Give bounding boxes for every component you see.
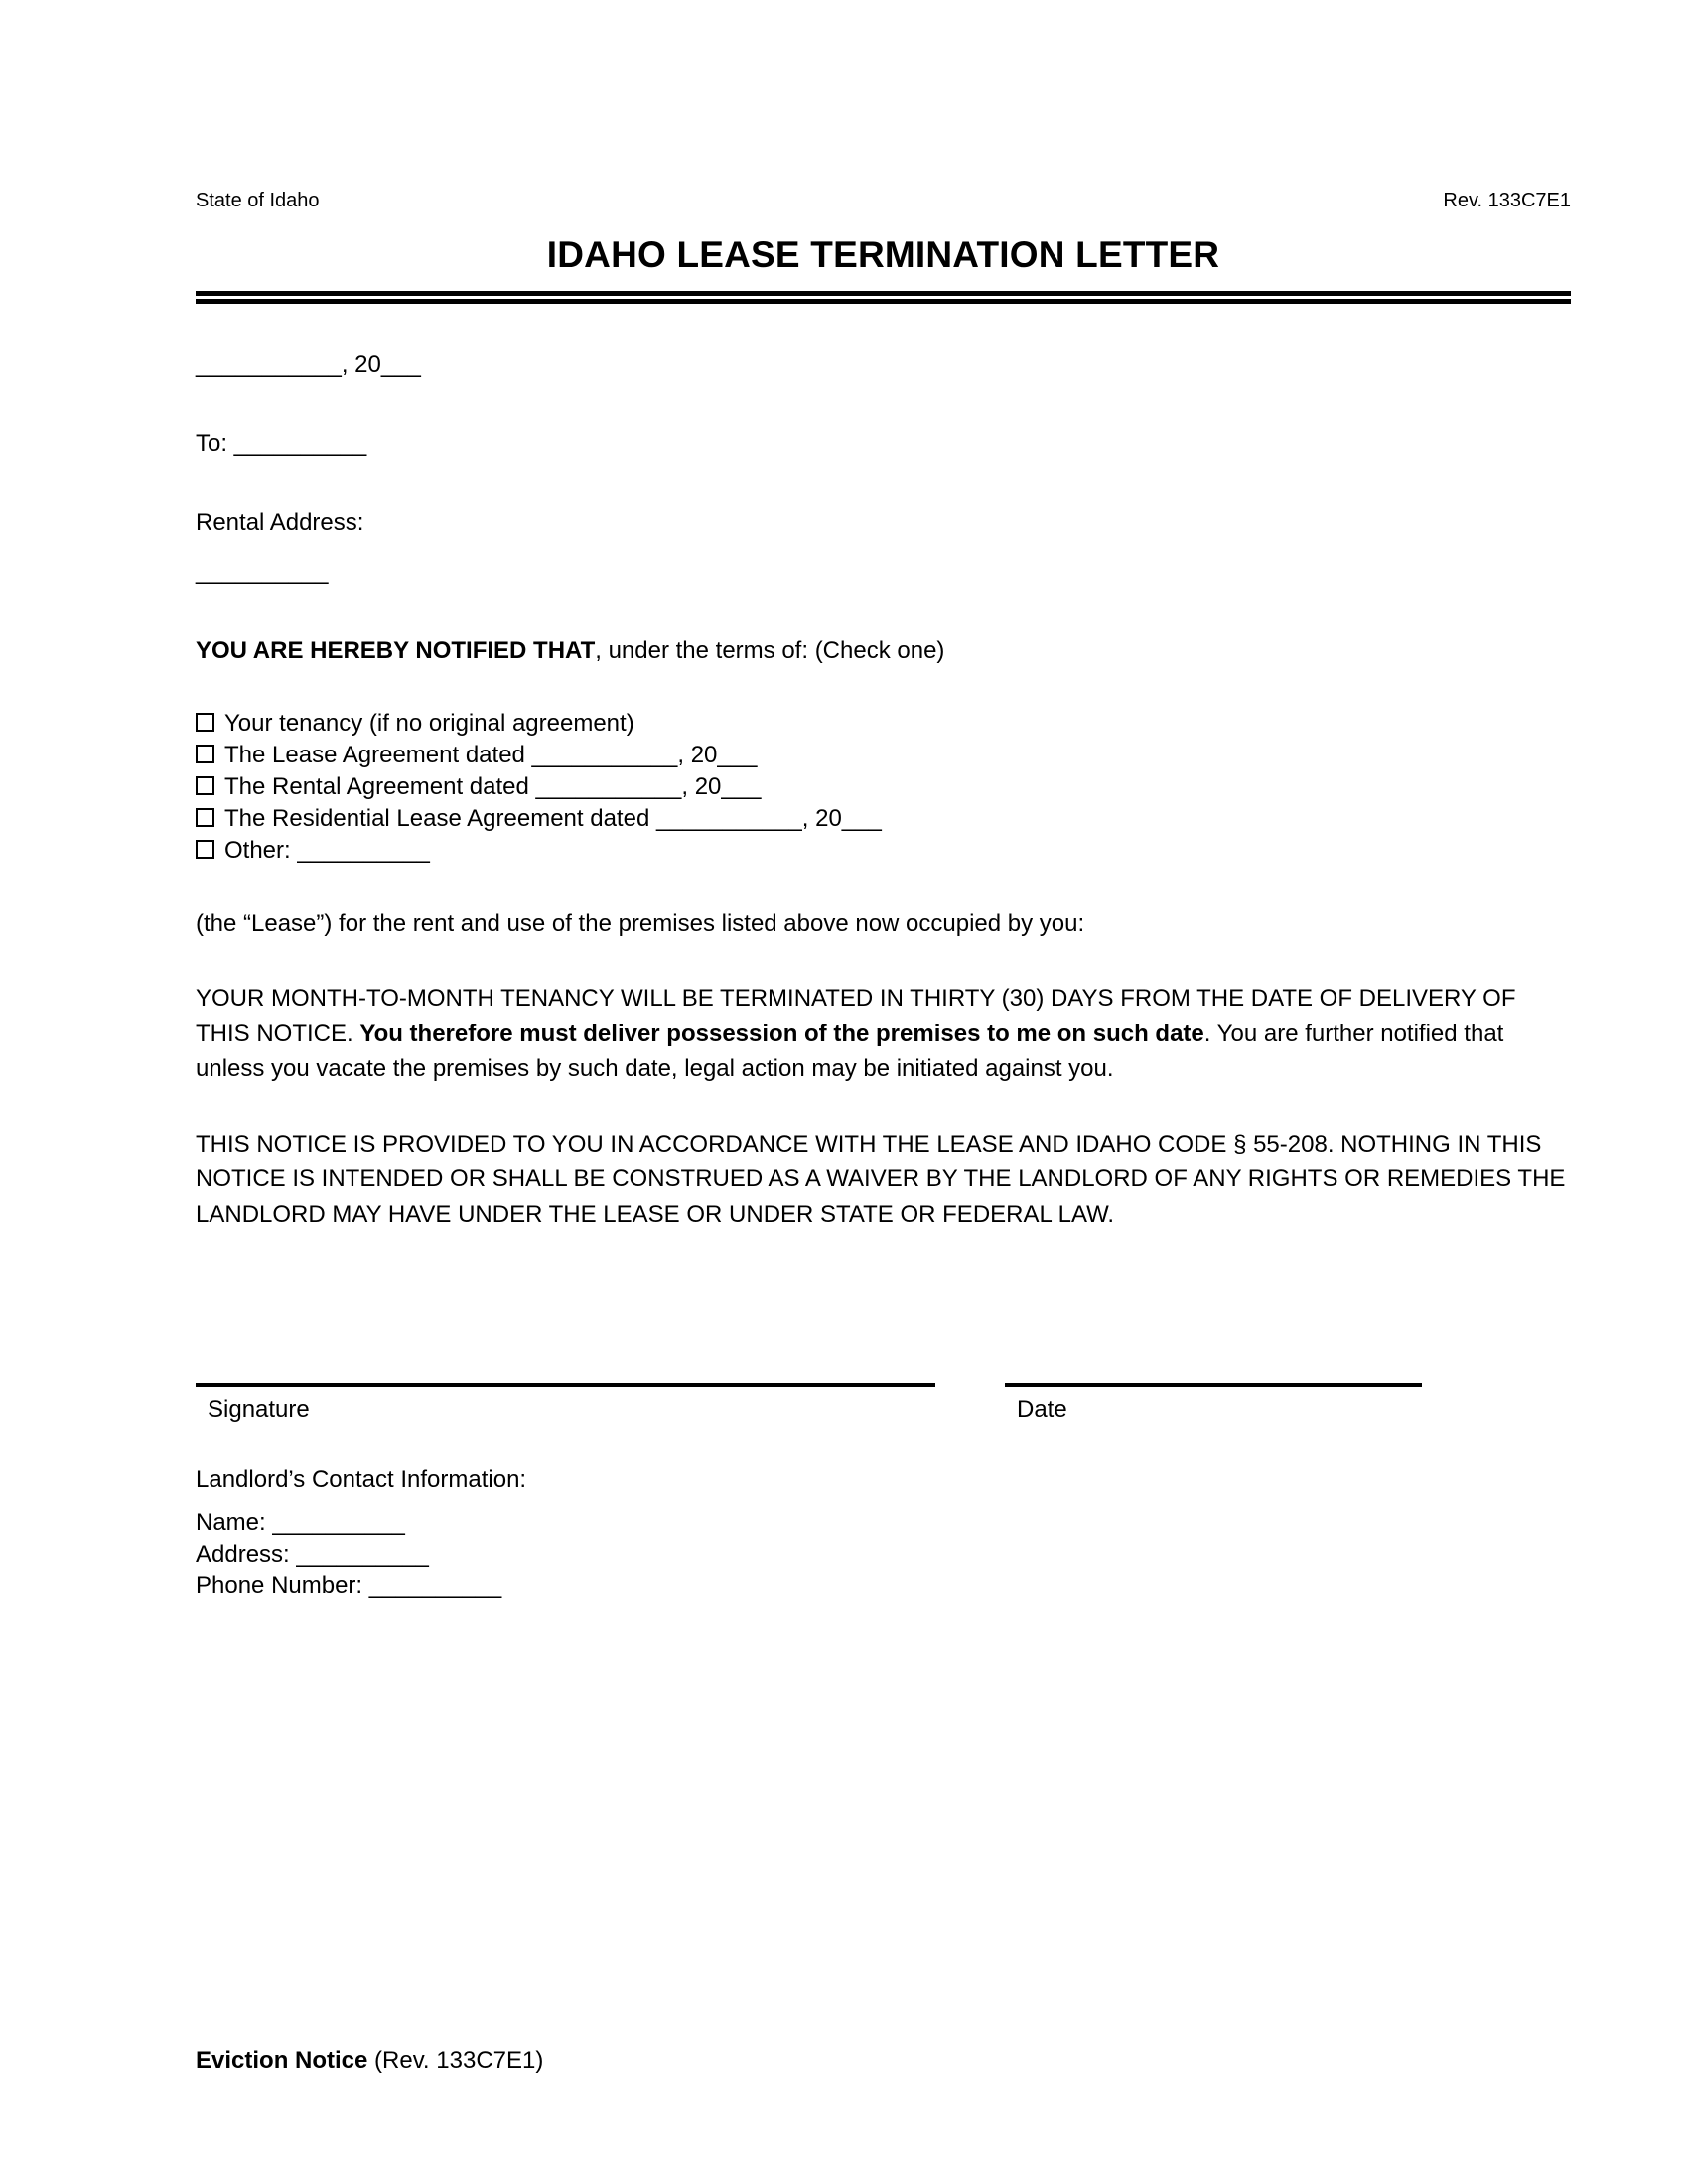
checkbox-row-rental-agreement[interactable] bbox=[196, 771, 1571, 803]
lease-definition-line: (the “Lease”) for the rent and use of the premises listed above now occupied by you: bbox=[196, 909, 1085, 937]
signature-field[interactable] bbox=[196, 1383, 935, 1425]
termination-bold: You therefore must deliver possession of the premises to me on such date bbox=[359, 1020, 1204, 1047]
rental-address-blank: __________ bbox=[196, 558, 329, 586]
page-title: IDAHO LEASE TERMINATION LETTER bbox=[546, 234, 1220, 275]
checkbox-row-residential-lease-agreement[interactable] bbox=[196, 803, 1571, 835]
checkbox-row-lease-agreement[interactable] bbox=[196, 740, 1571, 771]
checkbox-row-tenancy[interactable] bbox=[196, 708, 1571, 740]
termination-part2: . You are further notified that unless you vacate the premises by such date, legal action may be initiated against you. bbox=[196, 1020, 1504, 1083]
landlord-phone-line: Phone Number: __________ bbox=[196, 1572, 502, 1600]
header-divider bbox=[196, 291, 1571, 304]
date-line: ___________, 20___ bbox=[196, 350, 421, 378]
checkbox-row-other[interactable] bbox=[196, 835, 1571, 867]
checkbox-icon[interactable] bbox=[196, 713, 214, 732]
document-header bbox=[196, 189, 1571, 212]
notified-rest: , under the terms of: (Check one) bbox=[595, 636, 945, 664]
recipient-line: To: __________ bbox=[196, 430, 367, 458]
termination-paragraph bbox=[196, 981, 1571, 1087]
termination-part1: YOUR MONTH-TO-MONTH TENANCY WILL BE TERMINATED IN THIRTY (30) DAYS FROM THE DATE OF DELIVERY OF THIS NOTICE. bbox=[196, 985, 1516, 1047]
rental-address-label: Rental Address: bbox=[196, 508, 364, 536]
lease-type-checklist bbox=[196, 708, 1571, 867]
footer-title: Eviction Notice bbox=[196, 2047, 368, 2074]
revision-label: Rev. 133C7E1 bbox=[1443, 190, 1571, 211]
checkbox-icon[interactable] bbox=[196, 745, 214, 763]
footer-revision: (Rev. 133C7E1) bbox=[367, 2047, 544, 2074]
checkbox-label: The Lease Agreement dated ___________, 20___ bbox=[224, 742, 758, 769]
landlord-name-line: Name: __________ bbox=[196, 1509, 405, 1537]
landlord-contact-block bbox=[196, 1464, 1571, 1602]
checkbox-label: Other: __________ bbox=[224, 836, 430, 864]
checkbox-label: Your tenancy (if no original agreement) bbox=[224, 710, 634, 738]
date-field[interactable] bbox=[1005, 1383, 1422, 1425]
statutory-notice-paragraph: THIS NOTICE IS PROVIDED TO YOU IN ACCORDANCE WITH THE LEASE AND IDAHO CODE § 55-208. NOTHING IN THIS NOTICE IS INTENDED OR SHALL BE CONSTRUED AS A WAIVER BY THE LANDLORD OF ANY RIGHTS OR REMEDIES THE LANDLORD MAY HAVE UNDER THE LEASE OR UNDER STATE OR FEDERAL LAW. bbox=[196, 1130, 1566, 1228]
landlord-contact-heading: Landlord’s Contact Information: bbox=[196, 1466, 527, 1494]
state-label: State of Idaho bbox=[196, 190, 320, 211]
checkbox-icon[interactable] bbox=[196, 776, 214, 795]
checkbox-icon[interactable] bbox=[196, 840, 214, 859]
landlord-address-line: Address: __________ bbox=[196, 1541, 429, 1569]
checkbox-icon[interactable] bbox=[196, 808, 214, 827]
notified-statement bbox=[196, 633, 1571, 669]
checkbox-label: The Residential Lease Agreement dated ___________, 20___ bbox=[224, 804, 882, 832]
signature-block bbox=[196, 1383, 1571, 1425]
signature-label: Signature bbox=[208, 1396, 310, 1424]
page-footer bbox=[196, 2045, 543, 2076]
date-label: Date bbox=[1017, 1396, 1067, 1424]
checkbox-label: The Rental Agreement dated ___________, 20___ bbox=[224, 772, 762, 800]
notified-bold: YOU ARE HEREBY NOTIFIED THAT bbox=[196, 636, 596, 664]
